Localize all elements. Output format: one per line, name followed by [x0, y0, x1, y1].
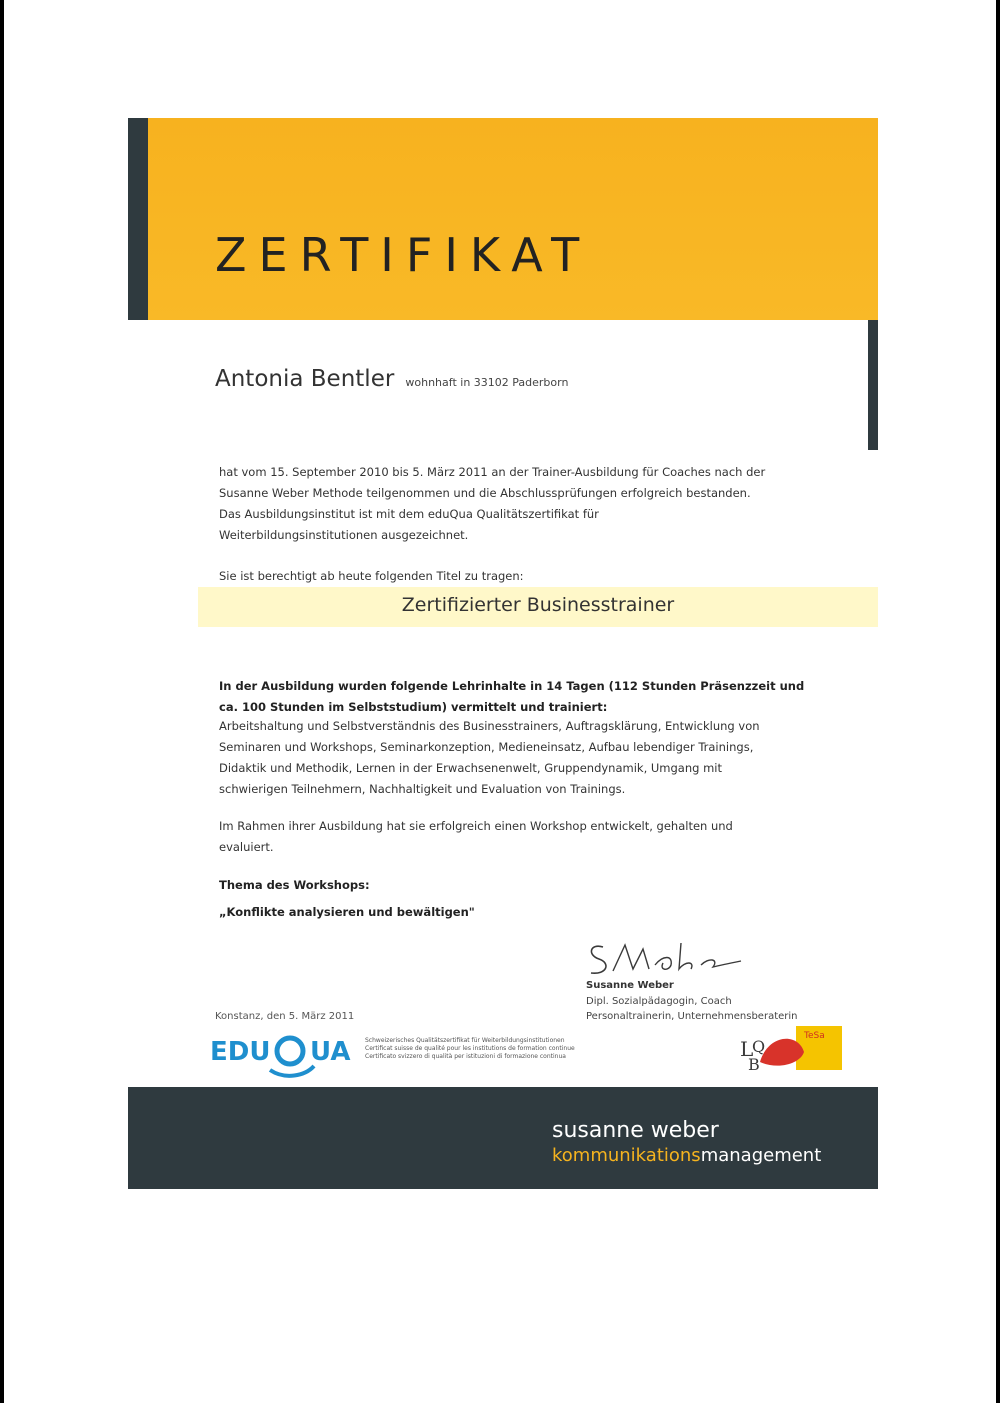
entitlement-text: Sie ist berechtigt ab heute folgenden Titel zu tragen: [219, 569, 524, 583]
header-accent-bar [128, 118, 148, 320]
text-line: Certificato svizzero di qualità per istituzioni di formazione continua [365, 1053, 566, 1060]
workshop-topic-label: Thema des Workshops: [219, 878, 370, 892]
brand-tagline-rest: management [700, 1145, 822, 1166]
side-accent-bar [868, 320, 878, 450]
content-heading [219, 676, 859, 718]
footer-band [128, 1087, 878, 1189]
text-line: Das Ausbildungsinstitut ist mit dem eduQua Qualitätszertifikat für [219, 507, 599, 521]
svg-text:TeSa: TeSa [804, 1031, 825, 1041]
recipient-line [215, 366, 568, 392]
brand-tagline [552, 1145, 821, 1166]
text-line: Weiterbildungsinstitutionen ausgezeichnet. [219, 528, 469, 542]
text-line: Im Rahmen ihrer Ausbildung hat sie erfolgreich einen Workshop entwickelt, gehalten und [219, 819, 733, 833]
intro-paragraph [219, 462, 859, 546]
certificate-title: ZERTIFIKAT [215, 228, 592, 282]
signatory-role: Dipl. Sozialpädagogin, Coach [586, 996, 732, 1007]
workshop-topic: „Konflikte analysieren und bewältigen" [219, 905, 475, 919]
text-line: hat vom 15. September 2010 bis 5. März 2011 an der Trainer-Ausbildung für Coaches nach der [219, 465, 766, 479]
text-line: schwierigen Teilnehmern, Nachhaltigkeit und Evaluation von Trainings. [219, 782, 626, 796]
svg-text:L: L [740, 1037, 754, 1061]
text-line: Arbeitshaltung und Selbstverständnis des Businesstrainers, Auftragsklärung, Entwicklung von [219, 719, 760, 733]
earned-title: Zertifizierter Businesstrainer [401, 594, 675, 616]
svg-text:B: B [748, 1055, 760, 1074]
text-line: Certificat suisse de qualité pour les institutions de formation continue [365, 1045, 575, 1052]
scan-border-left [0, 0, 4, 1403]
text-line: In der Ausbildung wurden folgende Lehrinhalte in 14 Tagen (112 Stunden Präsenzzeit und [219, 679, 805, 693]
brand-tagline-accent: kommunikations [552, 1145, 701, 1166]
content-list [219, 716, 859, 800]
signatory-name: Susanne Weber [586, 980, 674, 991]
workshop-paragraph [219, 816, 859, 858]
recipient-residence: wohnhaft in 33102 Paderborn [405, 376, 569, 389]
place-date: Konstanz, den 5. März 2011 [215, 1011, 355, 1022]
signature [585, 935, 745, 980]
text-line: ca. 100 Stunden im Selbststudium) vermittelt und trainiert: [219, 700, 608, 714]
header-band [128, 118, 878, 320]
scan-border-right [996, 0, 1000, 1403]
text-line: Schweizerisches Qualitätszertifikat für Weiterbildungsinstitutionen [365, 1037, 565, 1044]
eduqua-logo [210, 1030, 355, 1080]
text-line: evaluiert. [219, 840, 274, 854]
eduqua-description [365, 1037, 665, 1061]
signatory-role: Personaltrainerin, Unternehmensberaterin [586, 1011, 798, 1022]
text-line: Susanne Weber Methode teilgenommen und die Abschlussprüfungen erfolgreich bestanden. [219, 486, 751, 500]
text-line: Seminaren und Workshops, Seminarkonzeption, Medieneinsatz, Aufbau lebendiger Trainings, [219, 740, 754, 754]
text-line: Didaktik und Methodik, Lernen in der Erwachsenenwelt, Gruppendynamik, Umgang mit [219, 761, 723, 775]
brand-name: susanne weber [552, 1118, 719, 1143]
svg-text:UA: UA [310, 1037, 351, 1067]
recipient-name: Antonia Bentler [215, 366, 395, 392]
svg-text:EDU: EDU [210, 1037, 271, 1067]
svg-text:Q: Q [752, 1037, 766, 1056]
lqb-logo [738, 1024, 846, 1074]
